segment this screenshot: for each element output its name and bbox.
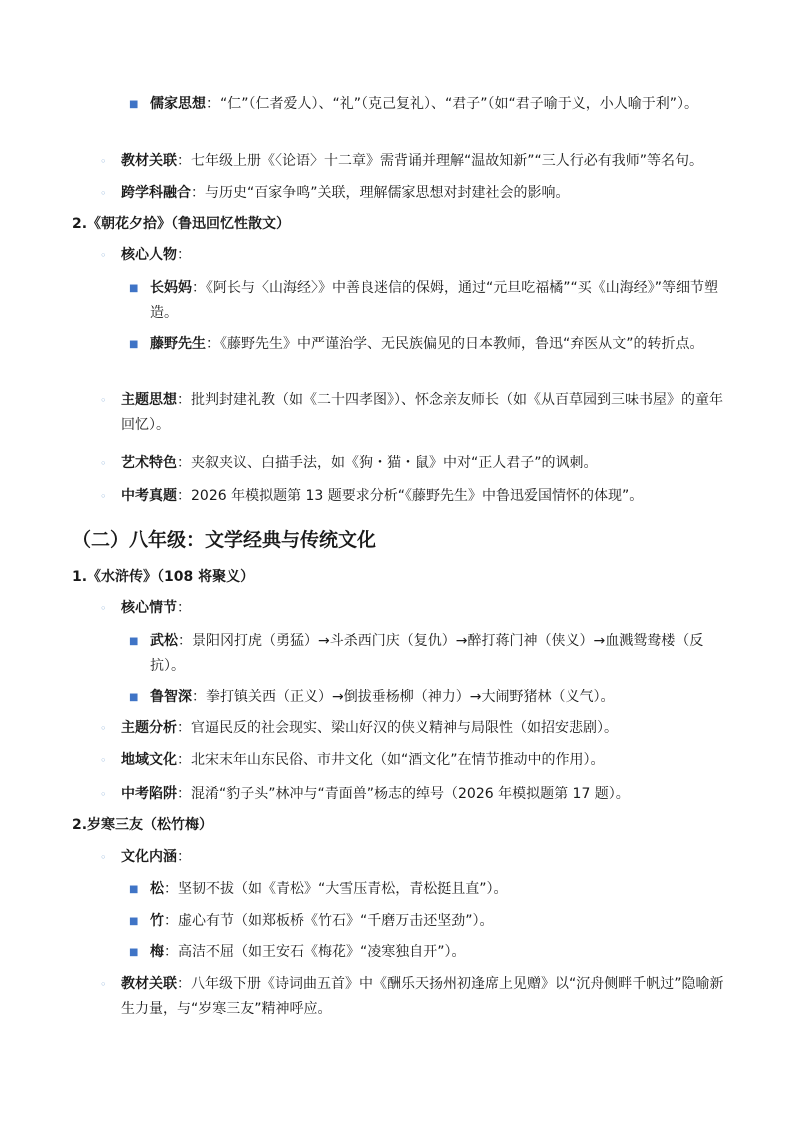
item-label: 藤野先生 [150,336,206,352]
list-item-jiao-cai [100,149,741,174]
square-bullet-icon: ■ [129,636,139,647]
item-text: ： [177,849,191,865]
item-text: ：八年级下册《诗词曲五首》中《酬乐天扬州初逢席上见赠》以“沉舟侧畔千帆过”隐喻新生力量，与“岁寒三友”精神呼应。 [121,976,724,1017]
hollow-bullet-icon: ◦ [100,490,107,503]
item-label: 长妈妈 [150,280,192,296]
hollow-bullet-icon: ◦ [100,394,107,407]
item-label: 武松 [150,633,178,649]
list-item-he-xin-qing-jie [100,596,731,621]
item-text: ：与历史“百家争鸣”关联，理解儒家思想对封建社会的影响。 [191,185,570,201]
item-label: 松 [150,881,164,897]
item-text: ：七年级上册《〈论语〉十二章》需背诵并理解“温故知新”“三人行必有我师”等名句。 [177,153,704,169]
list-item-mei [129,940,735,965]
item-label: 主题思想 [121,392,177,408]
item-text: ：夹叙夹议、白描手法，如《狗・猫・鼠》中对“正人君子”的讽刺。 [177,455,598,471]
section-heading-sui-han-san-you: 2.岁寒三友（松竹梅） [72,817,214,833]
item-text: ：虚心有节（如郑板桥《竹石》“千磨万击还坚劲”）。 [164,913,494,929]
item-label: 文化内涵 [121,849,177,865]
item-label: 核心人物 [121,247,177,263]
item-text: ：坚韧不拔（如《青松》“大雪压青松，青松挺且直”）。 [164,881,508,897]
square-bullet-icon: ■ [129,884,139,895]
list-item-ru-jia [129,92,730,117]
item-label: 教材关联 [121,976,177,992]
item-text: ：《阿长与〈山海经〉》中善良迷信的保姆，通过“元旦吃福橘”“买《山海经》”等细节塑造。 [150,280,719,321]
item-text: ：景阳冈打虎（勇猛）→斗杀西门庆（复仇）→醉打蒋门神（侠义）→血溅鸳鸯楼（反抗）。 [150,633,704,674]
hollow-bullet-icon: ◦ [100,602,107,615]
hollow-bullet-icon: ◦ [100,788,107,801]
hollow-bullet-icon: ◦ [100,978,107,991]
item-text: ：批判封建礼教（如《二十四孝图》）、怀念亲友师长（如《从百草园到三味书屋》的童年回忆）。 [121,392,723,433]
item-text: ： [177,247,191,263]
item-text: ：2026 年模拟题第 13 题要求分析“《藤野先生》中鲁迅爱国情怀的体现”。 [177,488,644,504]
hollow-bullet-icon: ◦ [100,851,107,864]
item-text: ：混淆“豹子头”林冲与“青面兽”杨志的绰号（2026 年模拟题第 17 题）。 [177,786,630,802]
item-label: 跨学科融合 [121,185,191,201]
item-label: 主题分析 [121,720,177,736]
item-label: 艺术特色 [121,455,177,471]
list-item-wen-hua-nei-han [100,845,731,870]
hollow-bullet-icon: ◦ [100,722,107,735]
list-item-zhong-kao-xian-jing [100,782,731,807]
item-label: 地域文化 [121,752,177,768]
list-item-wu-song [129,629,735,679]
item-text: ： [177,600,191,616]
hollow-bullet-icon: ◦ [100,754,107,767]
item-label: 鲁智深 [150,689,192,705]
list-item-kua-xue-ke [100,181,731,206]
item-label: 竹 [150,913,164,929]
item-text: ：北宋末年山东民俗、市井文化（如“酒文化”在情节推动中的作用）。 [177,752,605,768]
hollow-bullet-icon: ◦ [100,457,107,470]
item-text: ：《藤野先生》中严谨治学、无民族偏见的日本教师，鲁迅“弃医从文”的转折点。 [206,336,704,352]
section-heading-shui-hu-zhuan: 1.《水浒传》（108 将聚义） [72,569,255,585]
chapter-heading-ba-nian-ji: （二）八年级：文学经典与传统文化 [72,529,377,551]
item-label: 中考真题 [121,488,177,504]
list-item-jiao-cai-2 [100,972,726,1022]
hollow-bullet-icon: ◦ [100,187,107,200]
item-label: 儒家思想 [150,96,206,112]
item-text: ：“仁”（仁者爱人）、“礼”（克己复礼）、“君子”（如“君子喻于义，小人喻于利”）。 [206,96,699,112]
square-bullet-icon: ■ [129,692,139,703]
square-bullet-icon: ■ [129,99,139,110]
hollow-bullet-icon: ◦ [100,249,107,262]
list-item-zhu [129,909,735,934]
list-item-yi-shu-te-se [100,451,731,476]
list-item-lu-zhi-shen [129,685,735,710]
list-item-zhu-ti-si-xiang [100,388,733,438]
list-item-di-yu-wen-hua [100,748,731,773]
list-item-he-xin-ren-wu [100,243,731,268]
square-bullet-icon: ■ [129,283,139,294]
list-item-song [129,877,735,902]
item-text: ：拳打镇关西（正义）→倒拔垂杨柳（神力）→大闹野猪林（义气）。 [192,689,615,705]
list-item-zhu-ti-fen-xi [100,716,731,741]
item-label: 教材关联 [121,153,177,169]
square-bullet-icon: ■ [129,947,139,958]
square-bullet-icon: ■ [129,339,139,350]
square-bullet-icon: ■ [129,916,139,927]
item-label: 核心情节 [121,600,177,616]
item-label: 梅 [150,944,164,960]
list-item-chang-ma-ma [129,276,735,326]
item-text: ：官逼民反的社会现实、梁山好汉的侠义精神与局限性（如招安悲剧）。 [177,720,618,736]
hollow-bullet-icon: ◦ [100,155,107,168]
item-text: ：高洁不屈（如王安石《梅花》“凌寒独自开”）。 [164,944,466,960]
item-label: 中考陷阱 [121,786,177,802]
list-item-zhong-kao-zhen-ti [100,484,731,509]
section-heading-zhao-hua-xi-shi: 2.《朝花夕拾》（鲁迅回忆性散文） [72,216,291,232]
list-item-teng-ye [129,332,735,357]
